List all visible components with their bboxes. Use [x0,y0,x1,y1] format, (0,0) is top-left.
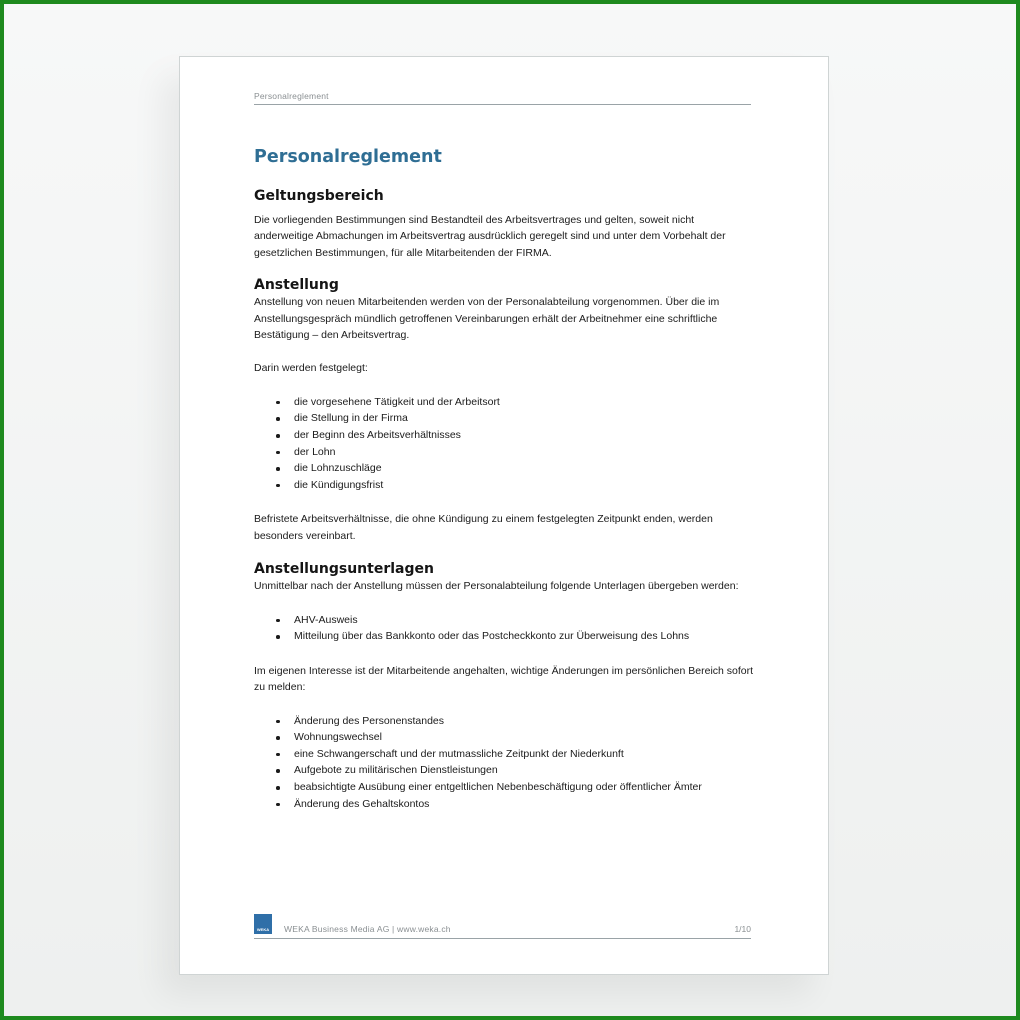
footer-publisher: WEKA Business Media AG | www.weka.ch [284,924,451,934]
list-item: AHV-Ausweis [276,612,754,629]
paragraph: Im eigenen Interesse ist der Mitarbeitende angehalten, wichtige Änderungen im persönlichen Bereich sofort zu melden: [254,664,754,694]
paragraph: Befristete Arbeitsverhältnisse, die ohne Kündigung zu einem festgelegten Zeitpunkt enden, werden besonders vereinbart. [254,513,713,542]
list-intro: Darin werden festgelegt: [254,362,368,375]
paragraph: Unmittelbar nach der Anstellung müssen der Personalabteilung folgende Unterlagen übergeben werden: [254,580,739,593]
section-heading-anstellungsunterlagen: Anstellungsunterlagen [254,561,434,578]
bullet-list [254,612,754,645]
list-item: Änderung des Personenstandes [276,713,754,730]
list-item: Aufgebote zu militärischen Dienstleistungen [276,762,754,779]
section-heading-geltungsbereich: Geltungsbereich [254,188,384,204]
list-item: die Stellung in der Firma [276,410,754,427]
paragraph: Die vorliegenden Bestimmungen sind Bestandteil des Arbeitsvertrages und gelten, soweit nicht anderweitige Abmachungen im Arbeitsvertrag ausdrücklich geregelt sind und unter dem Vorbehalt der gesetzlichen Bestimmungen, für alle Mitarbeitenden der FIRMA. [254,214,726,259]
list-item: Wohnungswechsel [276,729,754,746]
list-item: die vorgesehene Tätigkeit und der Arbeitsort [276,394,754,411]
list-item: die Kündigungsfrist [276,477,754,494]
running-header: Personalreglement [254,91,751,105]
paragraph: Anstellung von neuen Mitarbeitenden werden von der Personalabteilung vorgenommen. Über die im Anstellungsgespräch mündlich getroffenen Vereinbarungen erhält der Arbeitnehmer eine schriftliche Bestätigung – den Arbeitsvertrag. [254,296,720,342]
bullet-list [254,394,754,494]
list-item: der Lohn [276,444,754,461]
list-item: Änderung des Gehaltskontos [276,796,754,813]
document-body [254,147,754,812]
list-item: eine Schwangerschaft und der mutmassliche Zeitpunkt der Niederkunft [276,746,754,763]
page-footer [254,914,751,939]
section-heading-anstellung: Anstellung [254,277,339,294]
list-item: Mitteilung über das Bankkonto oder das Postcheckkonto zur Überweisung des Lohns [276,628,754,645]
weka-logo-icon: WEKA [254,914,272,934]
bullet-list [254,713,754,813]
list-item: der Beginn des Arbeitsverhältnisses [276,427,754,444]
list-item: die Lohnzuschläge [276,460,754,477]
document-title: Personalreglement [254,147,442,167]
page-number: 1/10 [734,924,751,934]
document-page [179,56,829,975]
list-item: beabsichtigte Ausübung einer entgeltlichen Nebenbeschäftigung oder öffentlicher Ämter [276,779,754,796]
